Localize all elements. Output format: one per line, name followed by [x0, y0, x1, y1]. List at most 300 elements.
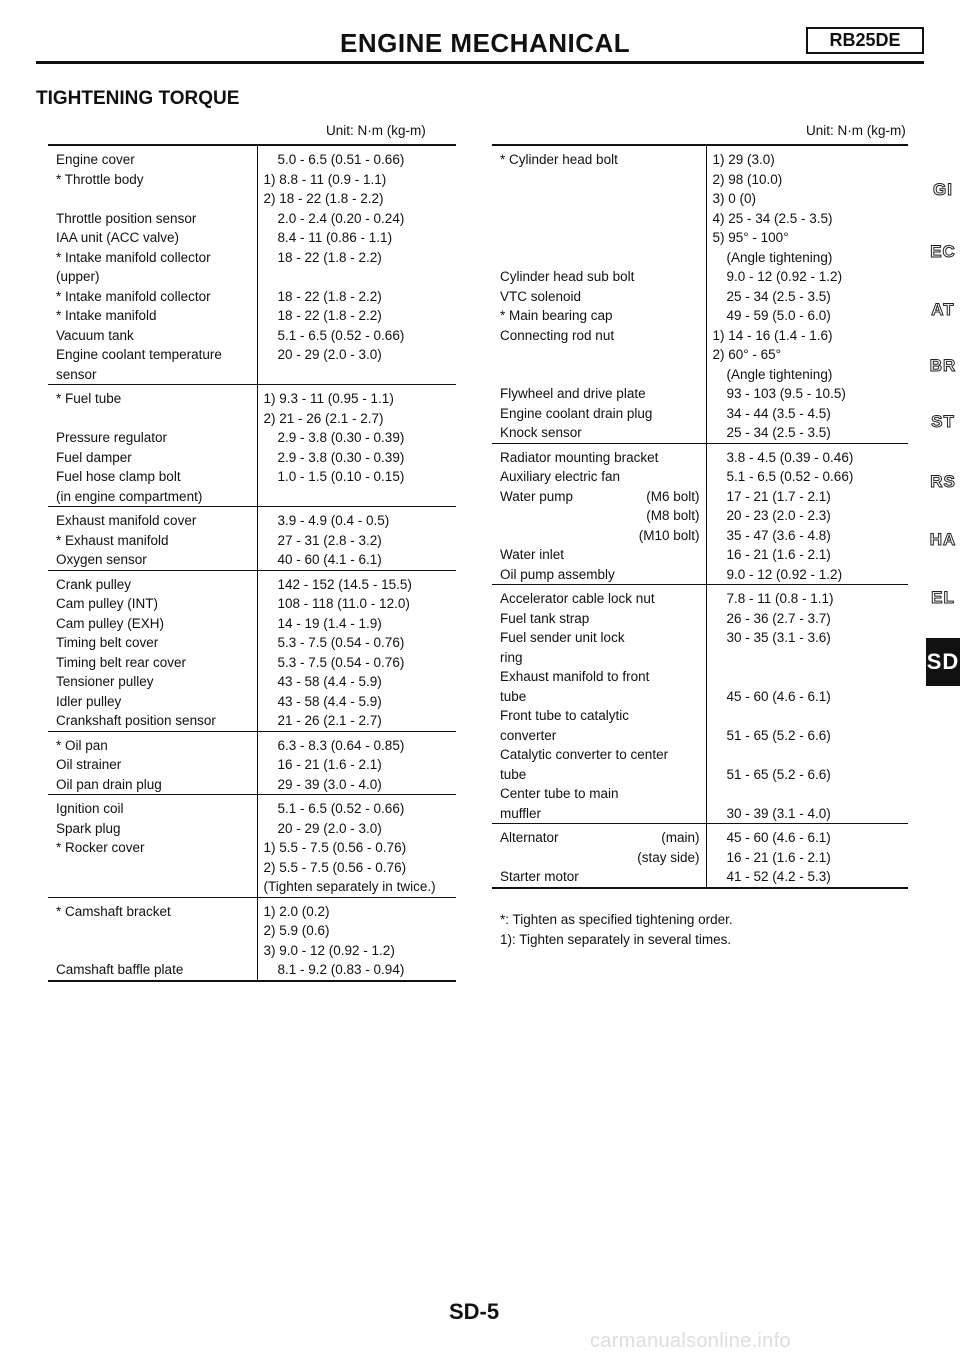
part-name: Oil pan drain plug [56, 776, 162, 792]
section-tab-rs[interactable]: RS [930, 472, 956, 491]
torque-value: 3.9 - 4.9 (0.4 - 0.5) [257, 507, 456, 531]
torque-row-left [48, 838, 456, 858]
torque-value: 2) 5.5 - 7.5 (0.56 - 0.76) [263, 859, 407, 875]
section-tab-el[interactable]: EL [931, 588, 955, 607]
part-name-cell [48, 365, 257, 385]
torque-value: 2) 60° - 65° [712, 347, 782, 362]
section-tab-gi[interactable]: GI [933, 180, 953, 199]
torque-value: 35 - 47 (3.6 - 4.8) [726, 527, 831, 543]
watermark-text: carmanualsonline.info [590, 1330, 791, 1352]
torque-row-right [492, 209, 908, 229]
part-name: Crank pulley [56, 576, 132, 592]
part-name: tube [500, 766, 527, 782]
torque-value: 2) 21 - 26 (2.1 - 2.7) [263, 410, 384, 426]
torque-row-left [48, 365, 456, 385]
torque-value: (Angle tightening) [726, 366, 833, 382]
part-name-cell [492, 170, 706, 190]
part-name-cell [48, 170, 257, 190]
part-name: Oxygen sensor [56, 552, 147, 567]
torque-value [706, 706, 908, 726]
part-name-cell [492, 526, 706, 546]
torque-value: 27 - 31 (2.8 - 3.2) [277, 532, 382, 548]
part-name-cell [492, 267, 706, 287]
torque-row-left [48, 921, 456, 941]
torque-row-left [48, 287, 456, 307]
torque-value: 16 - 21 (1.6 - 2.1) [726, 849, 831, 865]
part-name-cell [492, 585, 706, 609]
torque-value: 45 - 60 (4.6 - 6.1) [726, 688, 831, 704]
torque-row-right [492, 784, 908, 804]
part-variant: (M6 bolt) [646, 488, 700, 504]
part-name: tube [500, 688, 527, 704]
part-name: * Main bearing cap [500, 308, 613, 323]
part-name: Ignition coil [56, 801, 124, 816]
torque-row-right [492, 384, 908, 404]
torque-value: 25 - 34 (2.5 - 3.5) [726, 425, 831, 440]
part-name-cell [492, 248, 706, 268]
part-name: Engine coolant drain plug [500, 405, 653, 421]
part-name-cell [48, 345, 257, 365]
part-name-cell [48, 467, 257, 487]
torque-row-left [48, 858, 456, 878]
torque-row-left [48, 731, 456, 755]
part-name-cell [492, 706, 706, 726]
part-name-cell [48, 507, 257, 531]
part-name-cell [492, 306, 706, 326]
torque-value: 2.9 - 3.8 (0.30 - 0.39) [277, 449, 405, 465]
torque-row-left [48, 306, 456, 326]
part-name: Fuel hose clamp bolt [56, 469, 181, 484]
part-name: Connecting rod nut [500, 327, 615, 343]
torque-row-left [48, 345, 456, 365]
torque-value: 5.1 - 6.5 (0.52 - 0.66) [277, 327, 405, 343]
torque-value: 14 - 19 (1.4 - 1.9) [277, 615, 382, 631]
torque-value: 41 - 52 (4.2 - 5.3) [706, 867, 908, 888]
torque-row-left [48, 145, 456, 170]
torque-value: 5.3 - 7.5 (0.54 - 0.76) [277, 654, 405, 670]
torque-value: 25 - 34 (2.5 - 3.5) [726, 288, 831, 304]
torque-value: 40 - 60 (4.1 - 6.1) [277, 552, 382, 567]
torque-row-left [48, 209, 456, 229]
footnotes [500, 910, 733, 950]
part-name-cell [48, 921, 257, 941]
torque-row-right [492, 404, 908, 424]
part-name-cell [48, 838, 257, 858]
torque-value: 5) 95° - 100° [712, 230, 789, 245]
torque-value: 1) 9.3 - 11 (0.95 - 1.1) [257, 385, 456, 409]
part-name-cell [492, 506, 706, 526]
part-name-cell [48, 775, 257, 795]
torque-value: 8.4 - 11 (0.86 - 1.1) [277, 230, 393, 245]
torque-row-right [492, 170, 908, 190]
section-tab-ec[interactable]: EC [930, 242, 956, 261]
part-name-cell [492, 404, 706, 424]
part-name-cell [48, 570, 257, 594]
part-name-cell [48, 614, 257, 634]
torque-value: 1) 29 (3.0) [706, 145, 908, 170]
torque-row-right [492, 824, 908, 848]
part-name-cell [492, 765, 706, 785]
part-name-cell [48, 795, 257, 819]
torque-row-right [492, 345, 908, 365]
torque-value: 3.8 - 4.5 (0.39 - 0.46) [706, 443, 908, 467]
torque-row-left [48, 248, 456, 268]
torque-row-left [48, 326, 456, 346]
part-name: Radiator mounting bracket [500, 449, 659, 465]
section-tab-ha[interactable]: HA [929, 530, 957, 549]
part-name-cell [48, 531, 257, 551]
part-name: Starter motor [500, 869, 579, 884]
torque-value [706, 784, 908, 804]
part-name-cell [48, 711, 257, 731]
torque-value: 7.8 - 11 (0.8 - 1.1) [706, 585, 908, 609]
torque-row-left [48, 228, 456, 248]
torque-row-left [48, 960, 456, 981]
part-name: * Cylinder head bolt [500, 152, 618, 167]
torque-row-left [48, 711, 456, 731]
footnote-asterisk: *: Tighten as specified tightening order. [500, 912, 733, 927]
torque-value: 2) 98 (10.0) [712, 171, 783, 187]
torque-row-right [492, 228, 908, 248]
part-name-cell [492, 687, 706, 707]
torque-value: 51 - 65 (5.2 - 6.6) [726, 727, 831, 743]
part-name-cell [492, 443, 706, 467]
torque-row-right [492, 487, 908, 507]
part-name: (upper) [56, 269, 100, 284]
part-name: Engine cover [56, 152, 135, 167]
part-name-cell [48, 672, 257, 692]
part-name: Timing belt cover [56, 635, 159, 650]
footnote-numbered: 1): Tighten separately in several times. [500, 932, 732, 947]
torque-row-left [48, 692, 456, 712]
torque-row-right [492, 745, 908, 765]
part-name-cell [492, 848, 706, 868]
part-name-cell [48, 228, 257, 248]
part-name-cell [48, 487, 257, 507]
torque-row-left [48, 189, 456, 209]
torque-value: 43 - 58 (4.4 - 5.9) [277, 693, 382, 709]
torque-value: 34 - 44 (3.5 - 4.5) [726, 405, 831, 421]
part-name: Knock sensor [500, 425, 582, 440]
part-name-cell [48, 731, 257, 755]
torque-value [257, 267, 456, 287]
torque-value: 93 - 103 (9.5 - 10.5) [726, 386, 846, 401]
torque-row-right [492, 467, 908, 487]
part-name: Exhaust manifold cover [56, 513, 197, 528]
part-name-cell [492, 384, 706, 404]
engine-code-badge: RB25DE [806, 27, 924, 54]
part-name-cell [492, 423, 706, 443]
torque-value: 17 - 21 (1.7 - 2.1) [726, 488, 831, 504]
part-name: Catalytic converter to center [500, 747, 669, 762]
torque-row-right [492, 726, 908, 746]
torque-value: 43 - 58 (4.4 - 5.9) [277, 674, 382, 689]
part-name: Oil pump assembly [500, 566, 615, 582]
part-name: * Exhaust manifold [56, 532, 169, 548]
torque-row-left [48, 170, 456, 190]
part-variant: (stay side) [637, 849, 700, 865]
part-name-cell [48, 755, 257, 775]
torque-row-right [492, 667, 908, 687]
part-name: converter [500, 727, 557, 743]
torque-row-left [48, 267, 456, 287]
part-name: Engine coolant temperature [56, 347, 222, 362]
part-name: * Camshaft bracket [56, 903, 171, 919]
torque-value: 1) 5.5 - 7.5 (0.56 - 0.76) [263, 840, 407, 855]
torque-value: 5.0 - 6.5 (0.51 - 0.66) [257, 145, 456, 170]
part-name: * Throttle body [56, 171, 144, 187]
part-name-cell [48, 326, 257, 346]
part-name: Flywheel and drive plate [500, 386, 646, 401]
torque-row-right [492, 609, 908, 629]
torque-row-left [48, 755, 456, 775]
part-name: Fuel sender unit lock [500, 630, 625, 645]
part-name: * Rocker cover [56, 840, 145, 855]
part-name: Fuel tank strap [500, 610, 590, 626]
torque-value: 18 - 22 (1.8 - 2.2) [277, 308, 382, 323]
part-name-cell [492, 467, 706, 487]
part-name-cell [492, 824, 706, 848]
part-name-cell [492, 345, 706, 365]
torque-value: 1) 2.0 (0.2) [257, 897, 456, 921]
part-name-cell [48, 594, 257, 614]
part-name-cell [48, 209, 257, 229]
torque-value: 30 - 39 (3.1 - 4.0) [726, 805, 831, 821]
torque-row-left [48, 633, 456, 653]
part-name: Front tube to catalytic [500, 708, 630, 723]
part-name-cell [492, 209, 706, 229]
part-name: Water inlet [500, 547, 565, 562]
part-name-cell [48, 287, 257, 307]
part-name-cell [492, 745, 706, 765]
part-name-cell [48, 306, 257, 326]
torque-row-left [48, 531, 456, 551]
section-tab-br[interactable]: BR [929, 356, 957, 375]
part-name-cell [492, 726, 706, 746]
part-name: * Intake manifold collector [56, 288, 211, 304]
torque-value: 9.0 - 12 (0.92 - 1.2) [726, 269, 843, 284]
torque-row-right [492, 248, 908, 268]
torque-row-right [492, 326, 908, 346]
part-name-cell [492, 287, 706, 307]
part-name-cell [48, 448, 257, 468]
torque-row-right [492, 848, 908, 868]
part-name-cell [48, 267, 257, 287]
part-name: Vacuum tank [56, 327, 134, 343]
part-name: Accelerator cable lock nut [500, 591, 655, 606]
torque-value: 5.1 - 6.5 (0.52 - 0.66) [257, 795, 456, 819]
torque-value: 1) 14 - 16 (1.4 - 1.6) [712, 327, 833, 343]
part-name: Spark plug [56, 820, 121, 836]
torque-value: 3) 0 (0) [712, 191, 757, 206]
torque-row-left [48, 614, 456, 634]
part-name-cell [48, 960, 257, 981]
torque-value: 1.0 - 1.5 (0.10 - 0.15) [277, 469, 405, 484]
part-name-cell [48, 248, 257, 268]
part-name: * Intake manifold [56, 308, 157, 323]
torque-value: 6.3 - 8.3 (0.64 - 0.85) [257, 731, 456, 755]
part-name: Tensioner pulley [56, 674, 154, 689]
torque-row-right [492, 306, 908, 326]
torque-table-right [492, 144, 908, 889]
part-name-cell [492, 648, 706, 668]
part-name-cell [492, 145, 706, 170]
part-name: * Fuel tube [56, 391, 122, 406]
part-name-cell [492, 628, 706, 648]
part-name: Oil strainer [56, 757, 122, 772]
part-name: Cylinder head sub bolt [500, 269, 635, 284]
torque-row-left [48, 487, 456, 507]
torque-row-left [48, 897, 456, 921]
torque-row-left [48, 550, 456, 570]
part-name-cell [492, 545, 706, 565]
part-name-cell [48, 653, 257, 673]
part-name-cell [48, 409, 257, 429]
part-name: Center tube to main [500, 786, 619, 801]
part-name: Idler pulley [56, 693, 122, 709]
part-name-cell [48, 633, 257, 653]
torque-row-right [492, 545, 908, 565]
torque-row-right [492, 287, 908, 307]
torque-value [706, 648, 908, 668]
part-name: * Oil pan [56, 737, 108, 753]
torque-value: 3) 9.0 - 12 (0.92 - 1.2) [263, 942, 395, 958]
header-divider [36, 61, 924, 64]
torque-row-right [492, 867, 908, 888]
torque-row-right [492, 506, 908, 526]
part-name-cell [492, 228, 706, 248]
section-tab-at[interactable]: AT [931, 300, 955, 319]
torque-value: 8.1 - 9.2 (0.83 - 0.94) [257, 960, 456, 981]
part-name-cell [492, 365, 706, 385]
part-name: Throttle position sensor [56, 210, 197, 226]
part-name-cell [48, 692, 257, 712]
torque-value [706, 667, 908, 687]
part-variant: (main) [661, 830, 700, 845]
part-name: Crankshaft position sensor [56, 713, 216, 728]
section-tab-st[interactable]: ST [931, 412, 955, 431]
part-name-cell [48, 897, 257, 921]
part-name: Timing belt rear cover [56, 654, 187, 670]
part-name-cell [492, 804, 706, 824]
part-name: Auxiliary electric fan [500, 469, 621, 484]
section-tab-sd[interactable]: SD [926, 638, 960, 686]
part-name: Pressure regulator [56, 430, 168, 445]
part-name: Alternator [500, 830, 559, 845]
part-name: Water pump [500, 488, 574, 504]
torque-value: 18 - 22 (1.8 - 2.2) [277, 249, 382, 265]
torque-row-left [48, 507, 456, 531]
unit-label-left: Unit: N·m (kg-m) [326, 123, 426, 138]
part-name-cell [48, 428, 257, 448]
part-name: (in engine compartment) [56, 488, 203, 504]
part-name: ring [500, 649, 523, 665]
torque-row-right [492, 189, 908, 209]
torque-row-right [492, 585, 908, 609]
torque-row-right [492, 804, 908, 824]
part-name-cell [48, 550, 257, 570]
torque-value: 5.3 - 7.5 (0.54 - 0.76) [277, 635, 405, 650]
part-name: Exhaust manifold to front [500, 669, 650, 684]
part-name-cell [48, 858, 257, 878]
torque-value: 2.9 - 3.8 (0.30 - 0.39) [277, 430, 405, 445]
torque-row-left [48, 877, 456, 897]
torque-row-right [492, 648, 908, 668]
torque-value: 2) 18 - 22 (1.8 - 2.2) [263, 191, 384, 206]
part-name: Camshaft baffle plate [56, 962, 184, 977]
torque-value: 18 - 22 (1.8 - 2.2) [277, 288, 382, 304]
part-name-cell [492, 189, 706, 209]
torque-row-right [492, 706, 908, 726]
torque-value: 45 - 60 (4.6 - 6.1) [706, 824, 908, 848]
part-name-cell [492, 667, 706, 687]
page-number: SD-5 [449, 1299, 500, 1324]
unit-label-right: Unit: N·m (kg-m) [806, 123, 906, 138]
torque-value [706, 745, 908, 765]
part-name: VTC solenoid [500, 288, 582, 304]
torque-row-right [492, 526, 908, 546]
torque-value: 142 - 152 (14.5 - 15.5) [257, 570, 456, 594]
torque-row-right [492, 145, 908, 170]
part-name-cell [492, 784, 706, 804]
torque-value: 2) 5.9 (0.6) [263, 923, 330, 938]
part-name: sensor [56, 366, 97, 382]
torque-value: 51 - 65 (5.2 - 6.6) [726, 766, 831, 782]
part-name: Cam pulley (INT) [56, 596, 159, 611]
part-name: Fuel damper [56, 449, 132, 465]
header-title: ENGINE MECHANICAL [340, 28, 631, 58]
torque-value: 20 - 29 (2.0 - 3.0) [277, 820, 382, 836]
part-name: * Intake manifold collector [56, 249, 211, 265]
torque-row-right [492, 765, 908, 785]
torque-row-right [492, 443, 908, 467]
torque-row-left [48, 819, 456, 839]
torque-value [257, 365, 456, 385]
torque-value: 1) 8.8 - 11 (0.9 - 1.1) [263, 171, 387, 187]
torque-row-left [48, 409, 456, 429]
part-name: muffler [500, 805, 542, 821]
torque-value: 30 - 35 (3.1 - 3.6) [726, 630, 831, 645]
part-name-cell [492, 867, 706, 888]
torque-row-right [492, 687, 908, 707]
torque-table-left [48, 144, 456, 982]
part-name: Cam pulley (EXH) [56, 615, 165, 631]
part-name-cell [48, 189, 257, 209]
part-name-cell [48, 145, 257, 170]
part-name-cell [48, 819, 257, 839]
torque-row-left [48, 594, 456, 614]
part-name-cell [492, 565, 706, 585]
torque-row-left [48, 672, 456, 692]
torque-value: (Tighten separately in twice.) [263, 879, 436, 894]
part-name-cell [492, 609, 706, 629]
torque-value: 2.0 - 2.4 (0.20 - 0.24) [277, 210, 405, 226]
part-name-cell [492, 487, 706, 507]
part-name-cell [48, 877, 257, 897]
torque-value: 20 - 23 (2.0 - 2.3) [726, 508, 831, 523]
part-variant: (M10 bolt) [638, 527, 700, 543]
torque-row-left [48, 467, 456, 487]
torque-value: 16 - 21 (1.6 - 2.1) [277, 757, 382, 772]
torque-value: 9.0 - 12 (0.92 - 1.2) [726, 566, 843, 582]
torque-row-left [48, 653, 456, 673]
torque-value: (Angle tightening) [726, 249, 833, 265]
torque-value: 49 - 59 (5.0 - 6.0) [726, 308, 831, 323]
torque-value: 20 - 29 (2.0 - 3.0) [277, 347, 382, 362]
part-name-cell [48, 941, 257, 961]
torque-row-right [492, 628, 908, 648]
torque-row-right [492, 565, 908, 585]
